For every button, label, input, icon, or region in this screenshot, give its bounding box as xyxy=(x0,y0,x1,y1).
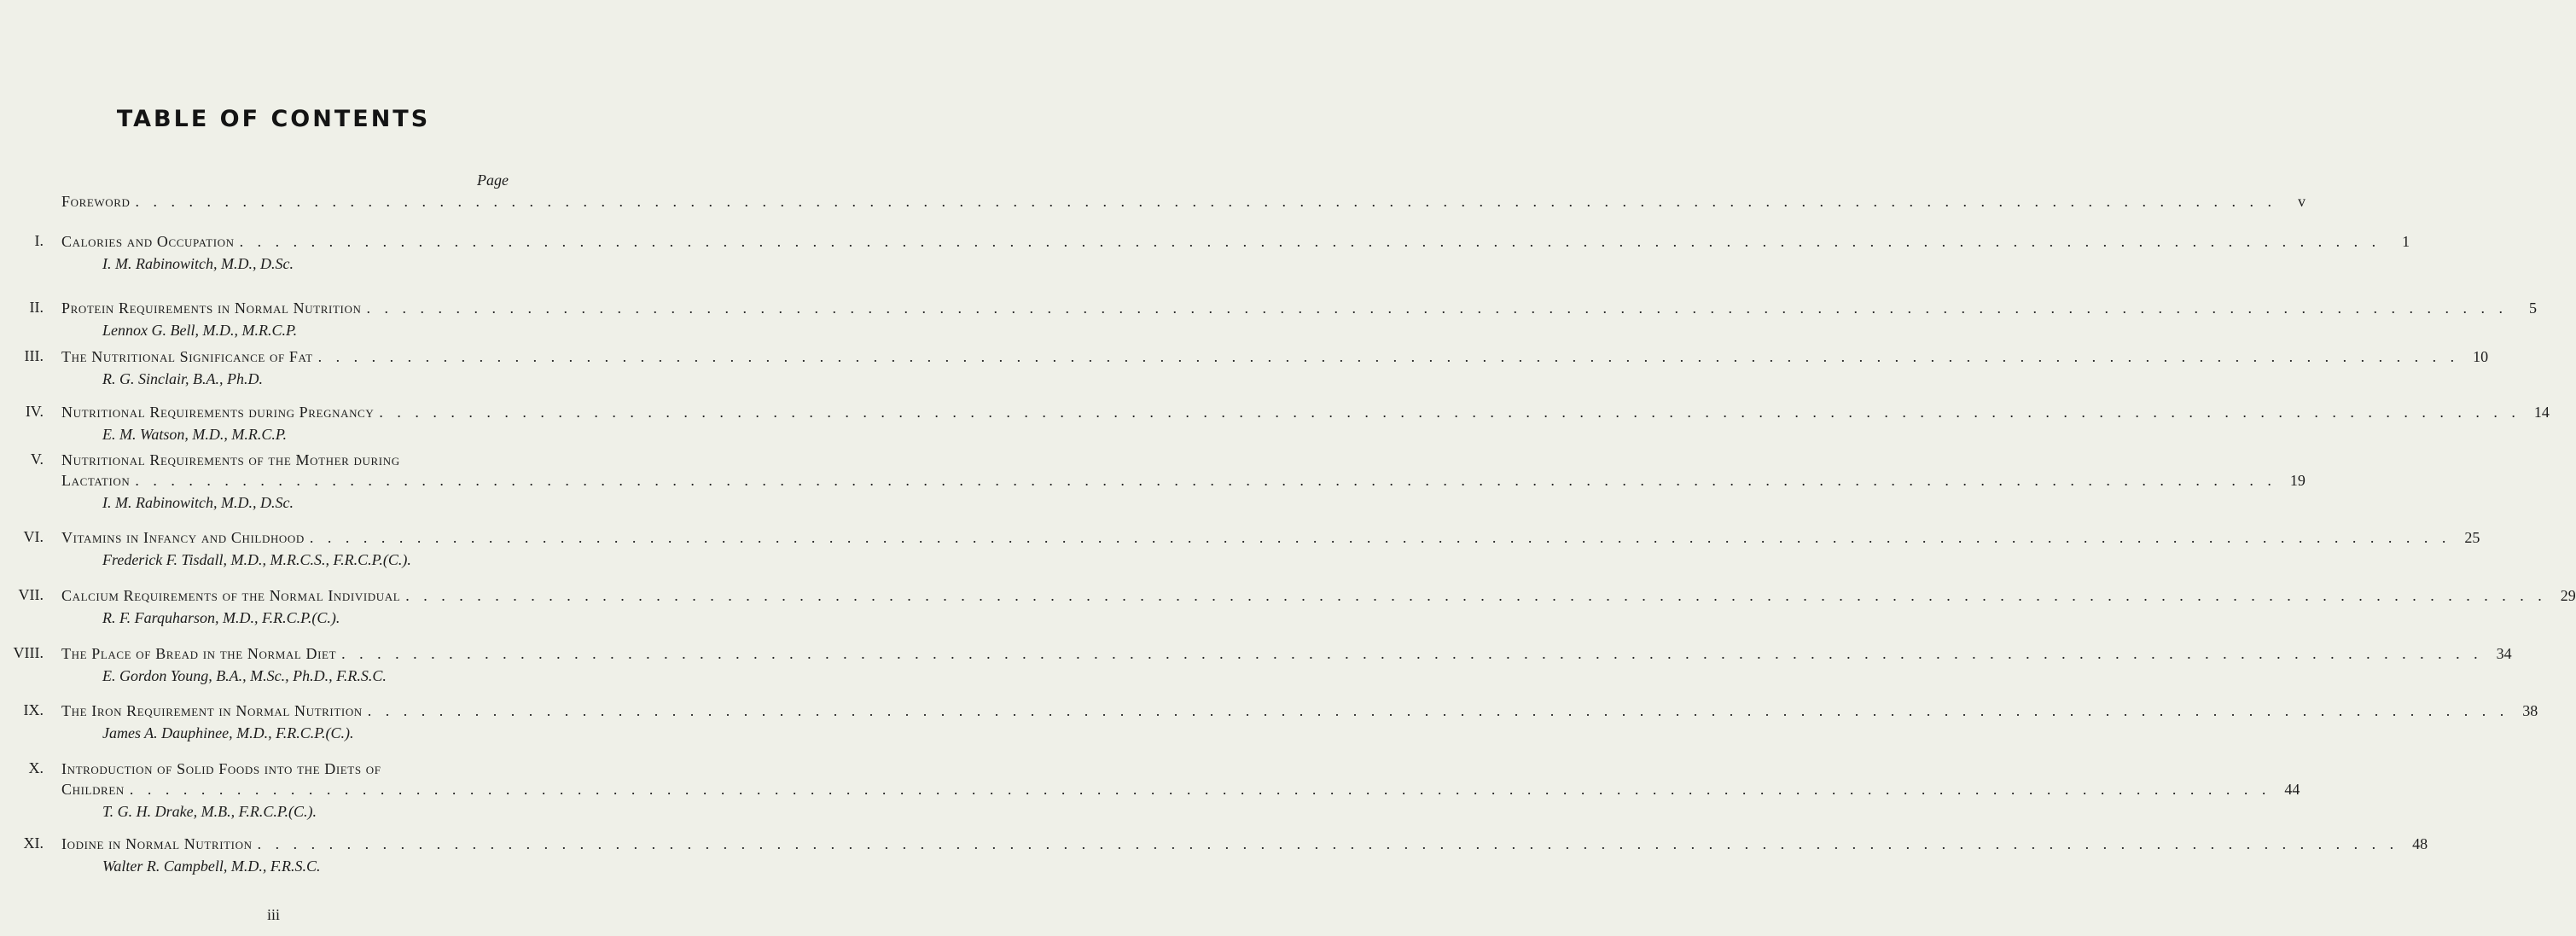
chapter-title-line xyxy=(61,347,2489,366)
page-column-heading: Page xyxy=(477,172,509,189)
page-number: 19 xyxy=(2289,472,2306,489)
chapter-title-line xyxy=(61,644,2512,663)
chapter-title-line xyxy=(61,403,2550,421)
chapter-number: IX. xyxy=(23,701,44,718)
chapter-title: Children xyxy=(61,781,125,798)
dot-leader: . . . . . . . . . . . . . . . . . . . . . . . . . . . . . . . . . . . . . . . . . . . . . . . . . . . . . . . . . . . . . . . . . . . . . . . . . . . . . . . . . . . . . . . . . . . . . . . . . . . . . . . . . . . . . . . . . . . . . . . . xyxy=(135,472,2277,489)
chapter-title: Nutritional Requirements of the Mother during xyxy=(61,451,400,468)
dot-leader: . . . . . . . . . . . . . . . . . . . . . . . . . . . . . . . . . . . . . . . . . . . . . . . . . . . . . . . . . . . . . . . . . . . . . . . . . . . . . . . . . . . . . . . . . . . . . . . . . . . . . . . . . . . . . . . . . . . . . . . . xyxy=(257,835,2399,852)
chapter-title: Nutritional Requirements during Pregnancy xyxy=(61,404,375,421)
chapter-title: Iodine in Normal Nutrition xyxy=(61,835,253,852)
chapter-title: Calories and Occupation xyxy=(61,233,235,250)
page-number: 48 xyxy=(2412,835,2428,852)
page-title: TABLE OF CONTENTS xyxy=(116,106,431,132)
chapter-author: James A. Dauphinee, M.D., F.R.C.P.(C.). xyxy=(102,724,354,741)
chapter-number: VII. xyxy=(18,586,44,603)
page-number: 29 xyxy=(2560,587,2576,604)
chapter-number: IV. xyxy=(25,403,44,420)
chapter-author: Lennox G. Bell, M.D., M.R.C.P. xyxy=(102,322,298,339)
chapter-title: The Place of Bread in the Normal Diet xyxy=(61,645,337,662)
chapter-author: I. M. Rabinowitch, M.D., D.Sc. xyxy=(102,255,294,272)
chapter-title-line xyxy=(61,471,2306,490)
page-number: 14 xyxy=(2533,404,2550,421)
chapter-title-line xyxy=(61,232,2410,251)
page-number: 38 xyxy=(2522,702,2538,719)
dot-leader: . . . . . . . . . . . . . . . . . . . . . . . . . . . . . . . . . . . . . . . . . . . . . . . . . . . . . . . . . . . . . . . . . . . . . . . . . . . . . . . . . . . . . . . . . . . . . . . . . . . . . . . . . . . . . . . . . . . . . . . . xyxy=(309,529,2451,546)
chapter-number: II. xyxy=(29,299,44,316)
page-number: 25 xyxy=(2464,529,2480,546)
chapter-title-line xyxy=(61,299,2537,317)
foreword-title: Foreword xyxy=(61,193,131,210)
chapter-number: I. xyxy=(34,232,44,249)
chapter-title: The Iron Requirement in Normal Nutrition xyxy=(61,702,363,719)
page-number: 10 xyxy=(2473,348,2489,365)
chapter-title: Lactation xyxy=(61,472,131,489)
page-number: 1 xyxy=(2402,233,2410,250)
chapter-author: Walter R. Campbell, M.D., F.R.S.C. xyxy=(102,858,321,875)
chapter-title: The Nutritional Significance of Fat xyxy=(61,348,313,365)
chapter-title-line xyxy=(61,701,2538,720)
chapter-author: R. G. Sinclair, B.A., Ph.D. xyxy=(102,370,263,387)
chapter-title: Vitamins in Infancy and Childhood xyxy=(61,529,305,546)
page-number: 34 xyxy=(2496,645,2512,662)
chapter-title-line xyxy=(61,834,2428,853)
chapter-title: Introduction of Solid Foods into the Diets of xyxy=(61,760,381,777)
chapter-author: E. M. Watson, M.D., M.R.C.P. xyxy=(102,426,287,443)
chapter-title: Protein Requirements in Normal Nutrition xyxy=(61,299,362,317)
dot-leader: . . . . . . . . . . . . . . . . . . . . . . . . . . . . . . . . . . . . . . . . . . . . . . . . . . . . . . . . . . . . . . . . . . . . . . . . . . . . . . . . . . . . . . . . . . . . . . . . . . . . . . . . . . . . . . . . . . . . . . . . xyxy=(129,781,2271,798)
chapter-number: VI. xyxy=(23,528,44,545)
dot-leader: . . . . . . . . . . . . . . . . . . . . . . . . . . . . . . . . . . . . . . . . . . . . . . . . . . . . . . . . . . . . . . . . . . . . . . . . . . . . . . . . . . . . . . . . . . . . . . . . . . . . . . . . . . . . . . . . . . . . . . . . xyxy=(367,702,2509,719)
dot-leader: . . . . . . . . . . . . . . . . . . . . . . . . . . . . . . . . . . . . . . . . . . . . . . . . . . . . . . . . . . . . . . . . . . . . . . . . . . . . . . . . . . . . . . . . . . . . . . . . . . . . . . . . . . . . . . . . . . . . . . . . xyxy=(379,404,2521,421)
chapter-number: V. xyxy=(30,451,44,468)
chapter-number: VIII. xyxy=(13,644,44,661)
dot-leader: . . . . . . . . . . . . . . . . . . . . . . . . . . . . . . . . . . . . . . . . . . . . . . . . . . . . . . . . . . . . . . . . . . . . . . . . . . . . . . . . . . . . . . . . . . . . . . . . . . . . . . . . . . . . . . . . . . . . . . . . xyxy=(317,348,2460,365)
chapter-author: I. M. Rabinowitch, M.D., D.Sc. xyxy=(102,494,294,511)
page-number: 44 xyxy=(2284,781,2300,798)
chapter-title: Calcium Requirements of the Normal Individual xyxy=(61,587,401,604)
chapter-number: XI. xyxy=(23,834,44,852)
dot-leader: . . . . . . . . . . . . . . . . . . . . . . . . . . . . . . . . . . . . . . . . . . . . . . . . . . . . . . . . . . . . . . . . . . . . . . . . . . . . . . . . . . . . . . . . . . . . . . . . . . . . . . . . . . . . . . . . . . . . . . . . xyxy=(135,193,2277,210)
page-number: 5 xyxy=(2528,299,2537,317)
dot-leader: . . . . . . . . . . . . . . . . . . . . . . . . . . . . . . . . . . . . . . . . . . . . . . . . . . . . . . . . . . . . . . . . . . . . . . . . . . . . . . . . . . . . . . . . . . . . . . . . . . . . . . . . . . . . . . . . . . . . . . . . xyxy=(405,587,2547,604)
dot-leader: . . . . . . . . . . . . . . . . . . . . . . . . . . . . . . . . . . . . . . . . . . . . . . . . . . . . . . . . . . . . . . . . . . . . . . . . . . . . . . . . . . . . . . . . . . . . . . . . . . . . . . . . . . . . . . . . . . . . . . . . xyxy=(341,645,2483,662)
chapter-number: X. xyxy=(28,759,44,776)
chapter-number: III. xyxy=(24,347,44,364)
foreword-page: v xyxy=(2298,193,2306,210)
page-folio: iii xyxy=(266,906,280,923)
dot-leader: . . . . . . . . . . . . . . . . . . . . . . . . . . . . . . . . . . . . . . . . . . . . . . . . . . . . . . . . . . . . . . . . . . . . . . . . . . . . . . . . . . . . . . . . . . . . . . . . . . . . . . . . . . . . . . . . . . . . . . . . xyxy=(239,233,2381,250)
foreword-entry[interactable] xyxy=(61,192,2306,211)
chapter-title-line xyxy=(61,586,2576,605)
chapter-title-line xyxy=(61,528,2480,547)
chapter-title-line xyxy=(61,780,2300,799)
chapter-author: Frederick F. Tisdall, M.D., M.R.C.S., F.R.C.P.(C.). xyxy=(102,551,411,568)
chapter-author: E. Gordon Young, B.A., M.Sc., Ph.D., F.R.S.C. xyxy=(102,667,387,684)
chapter-author: T. G. H. Drake, M.B., F.R.C.P.(C.). xyxy=(102,803,317,820)
dot-leader: . . . . . . . . . . . . . . . . . . . . . . . . . . . . . . . . . . . . . . . . . . . . . . . . . . . . . . . . . . . . . . . . . . . . . . . . . . . . . . . . . . . . . . . . . . . . . . . . . . . . . . . . . . . . . . . . . . . . . . . . xyxy=(366,299,2508,317)
chapter-author: R. F. Farquharson, M.D., F.R.C.P.(C.). xyxy=(102,609,340,626)
